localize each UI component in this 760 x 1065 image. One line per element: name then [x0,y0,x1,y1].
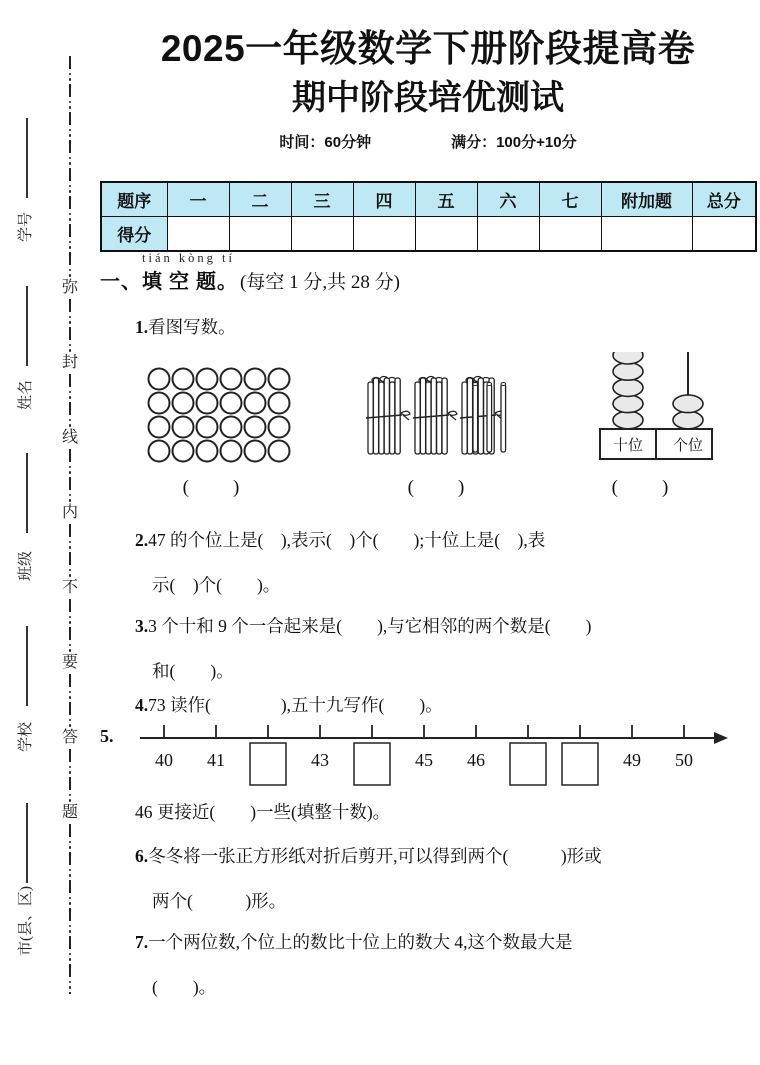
paper-title: 2025一年级数学下册阶段提高卷 [160,28,696,69]
info-field-label: 班级 [18,551,34,582]
seal-dot [69,162,72,165]
question-6 [135,834,760,924]
seal-dash [69,477,71,490]
question-7-line-1: 7.一个两位数,个位上的数比十位上的数大 4,这个数最大是 [135,932,573,952]
seal-dot [69,986,72,989]
svg-text:45: 45 [415,750,433,770]
seal-dot [69,874,72,877]
score-table-header-cell: 六 [477,182,539,217]
seal-dot [69,349,72,352]
question-3-line-1: 3.3 个十和 9 个一合起来是( ),与它相邻的两个数是( ) [135,616,592,636]
seal-dot [69,190,72,193]
seal-dash [69,936,71,949]
seal-dot [69,569,72,572]
seal-dot [69,471,72,474]
seal-dash [69,599,71,612]
seal-char: 弥 [61,279,78,296]
q1-answer-blank-circles: ( ) [182,477,242,498]
seal-dot [69,869,72,872]
score-table-header-cell: 二 [229,182,291,217]
score-cell-empty [353,217,415,252]
score-cell-empty [692,217,756,252]
score-cell-empty [477,217,539,252]
paper-meta [100,131,756,152]
score-table-header-cell: 附加题 [601,182,692,217]
seal-dash [69,992,71,994]
seal-dash [69,449,71,462]
question-7 [135,920,760,1010]
question-5-number: 5. [100,726,114,746]
seal-char: 内 [61,504,78,521]
svg-text:50: 50 [675,750,693,770]
score-table-header-cell: 总分 [692,182,756,217]
score-table [100,181,757,252]
seal-dash [69,880,71,893]
seal-dash [69,140,71,153]
seal-dot [69,621,72,624]
question-1-number: 1. [135,317,149,337]
seal-dash [69,327,71,340]
score-cell-empty [291,217,353,252]
seal-dot [69,101,72,104]
seal-char: 不 [61,579,78,596]
seal-dot [69,644,72,647]
seal-dash [69,964,71,977]
section-title: 填 空 题。 [142,271,238,293]
time-limit-label: 时间：60分钟 [279,134,372,152]
score-table-header-cell: 题序 [101,182,167,217]
q1-answer-blank-sticks: ( ) [407,477,467,498]
seal-dot [69,316,72,319]
seal-dot [69,391,72,394]
seal-dash [69,402,71,415]
seal-dash [69,252,71,265]
question-3-line-2: 和( )。 [152,661,234,681]
info-field-label: 学号 [18,212,34,243]
seal-dot [69,73,72,76]
section-number: 一、 [100,271,142,293]
seal-dot [69,930,72,933]
seal-dot [69,218,72,221]
info-write-line [26,803,28,883]
seal-dot [69,129,72,132]
paper-subtitle: 期中阶段培优测试 [292,79,564,118]
question-5-followup [135,790,760,835]
seal-fold-line [61,54,79,994]
seal-dash [69,824,71,837]
seal-dash [69,552,71,565]
seal-dot [69,724,72,727]
seal-dash [69,299,71,312]
question-2-line-1: 2.47 的个位上是( ),表示( )个( );十位上是( ),表 [135,530,546,550]
seal-dot [69,766,72,769]
seal-dot [69,157,72,160]
seal-dot [69,649,72,652]
seal-char: 线 [61,429,78,446]
question-3 [135,604,760,694]
seal-dot [69,897,72,900]
section-score-note: (每空 1 分,共 28 分) [240,272,400,293]
seal-dash [69,196,71,209]
seal-dot [69,925,72,928]
seal-dash [69,702,71,715]
svg-text:49: 49 [623,750,641,770]
seal-char: 题 [61,804,78,821]
score-cell-empty [601,217,692,252]
question-1 [135,305,760,350]
svg-text:个位: 个位 [672,438,704,454]
paper-header [100,26,756,152]
svg-text:43: 43 [311,750,329,770]
info-field-label: 学校 [18,722,34,753]
svg-text:46: 46 [467,750,485,770]
q1-answer-blank-abacus: ( ) [611,477,671,498]
score-table-header-cell: 五 [415,182,477,217]
score-table-header-cell: 四 [353,182,415,217]
seal-dot [69,321,72,324]
question-6-line-1: 6.冬冬将一张正方形纸对折后剪开,可以得到两个( )形或 [135,846,602,866]
seal-dot [69,958,72,961]
seal-dot [69,78,72,81]
svg-text:41: 41 [207,750,225,770]
stick-bundles-figure [366,372,508,464]
question-4-line-1: 4.73 读作( ),五十九写作( )。 [135,695,443,715]
seal-dot [69,419,72,422]
score-table-header-cell: 三 [291,182,353,217]
seal-char: 要 [61,654,78,671]
seal-dot [69,185,72,188]
seal-dot [69,541,72,544]
seal-dot [69,424,72,427]
seal-dot [69,246,72,249]
counting-circles-figure [146,366,292,464]
seal-dot [69,106,72,109]
seal-dot [69,134,72,137]
seal-dash [69,749,71,762]
score-cell-empty [167,217,229,252]
seal-dot [69,499,72,502]
seal-dash [69,168,71,181]
seal-dot [69,274,72,277]
seal-dot [69,902,72,905]
info-field-label: 姓名 [18,380,34,411]
question-5-followup-text: 46 更接近( )一些(填整十数)。 [135,802,391,822]
seal-dot [69,269,72,272]
seal-dot [69,396,72,399]
svg-text:40: 40 [155,750,173,770]
seal-dot [69,799,72,802]
seal-dot [69,719,72,722]
info-field-label: 市(县、区) [18,886,34,956]
seal-dot [69,953,72,956]
seal-dot [69,691,72,694]
seal-dot [69,841,72,844]
number-line-figure [136,712,736,792]
seal-dot [69,981,72,984]
question-2-line-2: 示( )个( )。 [152,575,281,595]
seal-dot [69,546,72,549]
section-title-with-pinyin [142,252,238,294]
abacus-figure [592,352,720,464]
seal-dash [69,84,71,97]
seal-dot [69,696,72,699]
seal-dot [69,494,72,497]
section-pinyin: tián kòng tí [142,251,235,265]
seal-dot [69,213,72,216]
score-table-row-label: 得分 [101,217,167,252]
score-cell-empty [229,217,291,252]
seal-dash [69,627,71,640]
seal-dash [69,56,71,69]
question-2 [135,518,760,608]
seal-dot [69,771,72,774]
seal-dot [69,794,72,797]
score-table-header-cell: 一 [167,182,229,217]
seal-dot [69,846,72,849]
seal-dash [69,777,71,790]
question-7-line-2: ( )。 [152,977,217,997]
seal-dot [69,241,72,244]
full-score-label: 满分：100分+10分 [451,134,577,152]
seal-dot [69,344,72,347]
seal-dash [69,374,71,387]
seal-dash [69,852,71,865]
seal-char: 答 [61,729,78,746]
seal-dash [69,908,71,921]
seal-dot [69,616,72,619]
seal-dot [69,574,72,577]
seal-dot [69,466,72,469]
seal-dash [69,524,71,537]
score-cell-empty [539,217,601,252]
seal-dash [69,224,71,237]
seal-dash [69,674,71,687]
seal-char: 封 [61,354,78,371]
score-cell-empty [415,217,477,252]
score-table-header-cell: 七 [539,182,601,217]
question-6-line-2: 两个( )形。 [152,891,287,911]
seal-dash [69,112,71,125]
section-heading [100,252,400,294]
svg-text:十位: 十位 [612,438,644,454]
question-1-text: 看图写数。 [148,317,236,337]
